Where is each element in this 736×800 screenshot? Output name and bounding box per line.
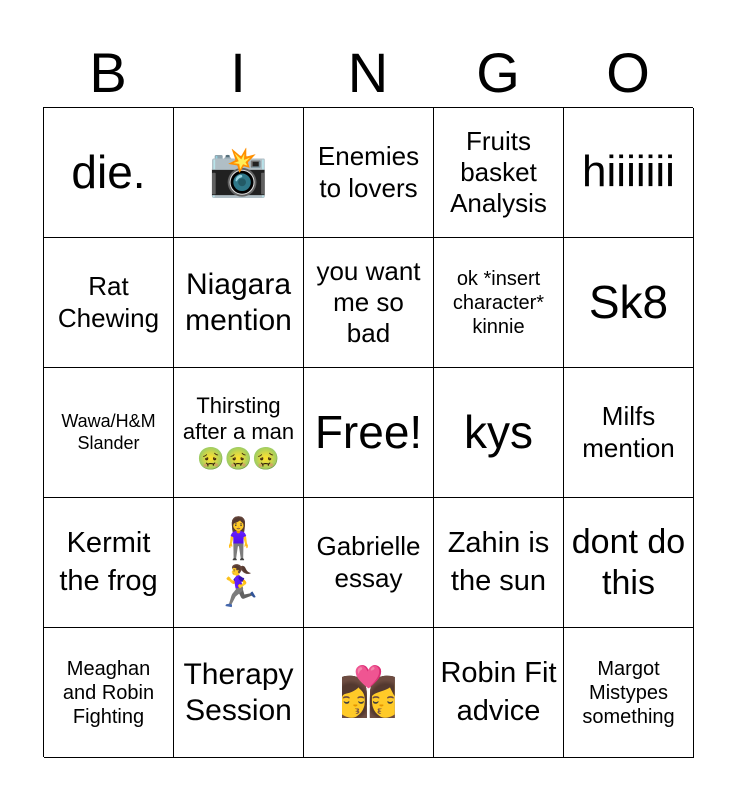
bingo-cell-r4-c1[interactable] <box>174 628 304 758</box>
bingo-cell-r2-c3[interactable] <box>434 368 564 498</box>
cell-text: Rat Chewing <box>57 271 160 333</box>
bingo-cell-r2-c0[interactable] <box>44 368 174 498</box>
cell-text: Margot Mistypes something <box>582 657 675 728</box>
bingo-cell-r3-c3[interactable] <box>434 498 564 628</box>
cell-text: dont do this <box>571 522 686 602</box>
cell-text: Niagara mention <box>185 267 292 337</box>
cell-text: Milfs mention <box>582 401 675 463</box>
bingo-cell-r1-c1[interactable] <box>174 238 304 368</box>
bingo-cell-r0-c4[interactable] <box>564 108 694 238</box>
bingo-cell-r3-c4[interactable] <box>564 498 694 628</box>
bingo-cell-r1-c2[interactable] <box>304 238 434 368</box>
cell-text: ok *insert character* kinnie <box>452 267 545 338</box>
bingo-cell-r3-c0[interactable] <box>44 498 174 628</box>
standing-running-woman-icon: 🧍‍♀️🏃‍♀️ <box>213 516 264 609</box>
couple-kiss-icon: 👩‍❤️‍💋‍👩 <box>338 665 399 719</box>
cell-text: Zahin is the sun <box>447 526 550 597</box>
bingo-cell-r4-c4[interactable] <box>564 628 694 758</box>
cell-text: Enemies to lovers <box>317 141 420 203</box>
cell-text: you want me so bad <box>316 255 421 349</box>
bingo-cell-r2-c4[interactable] <box>564 368 694 498</box>
bingo-cell-r2-c1[interactable] <box>174 368 304 498</box>
cell-text: Robin Fit advice <box>440 656 557 727</box>
bingo-cell-r1-c4[interactable] <box>564 238 694 368</box>
bingo-cell-r0-c2[interactable] <box>304 108 434 238</box>
cell-text: Therapy Session <box>183 657 294 727</box>
bingo-header <box>43 38 693 108</box>
header-letter-b: B <box>89 41 127 104</box>
bingo-cell-r0-c0[interactable] <box>44 108 174 238</box>
bingo-board <box>43 107 693 757</box>
free-space-label: Free! <box>314 406 423 459</box>
bingo-cell-free[interactable] <box>304 368 434 498</box>
bingo-cell-r4-c3[interactable] <box>434 628 564 758</box>
bingo-cell-r1-c0[interactable] <box>44 238 174 368</box>
bingo-cell-r3-c1[interactable] <box>174 498 304 628</box>
cell-text: Thirsting after a man 🤢🤢🤢 <box>182 392 295 471</box>
bingo-cell-r3-c2[interactable] <box>304 498 434 628</box>
cell-text: die. <box>71 146 146 199</box>
bingo-cell-r1-c3[interactable] <box>434 238 564 368</box>
bingo-cell-r4-c0[interactable] <box>44 628 174 758</box>
cell-text: Gabrielle essay <box>316 531 421 593</box>
cell-text: Fruits basket Analysis <box>450 125 547 219</box>
cell-text: kys <box>464 406 533 459</box>
bingo-cell-r0-c1[interactable] <box>174 108 304 238</box>
header-letter-n: N <box>347 41 389 104</box>
camera-flash-icon: 📸 <box>208 145 269 199</box>
bingo-cell-r4-c2[interactable] <box>304 628 434 758</box>
cell-text: Meaghan and Robin Fighting <box>62 657 155 728</box>
header-letter-o: O <box>606 41 650 104</box>
bingo-cell-r0-c3[interactable] <box>434 108 564 238</box>
cell-text: hiiiiiii <box>582 147 675 197</box>
cell-text: Sk8 <box>588 276 669 329</box>
header-letter-g: G <box>476 41 520 104</box>
header-letter-i: I <box>230 41 246 104</box>
cell-text: Kermit the frog <box>59 526 158 597</box>
cell-text: Wawa/H&M Slander <box>61 410 156 453</box>
